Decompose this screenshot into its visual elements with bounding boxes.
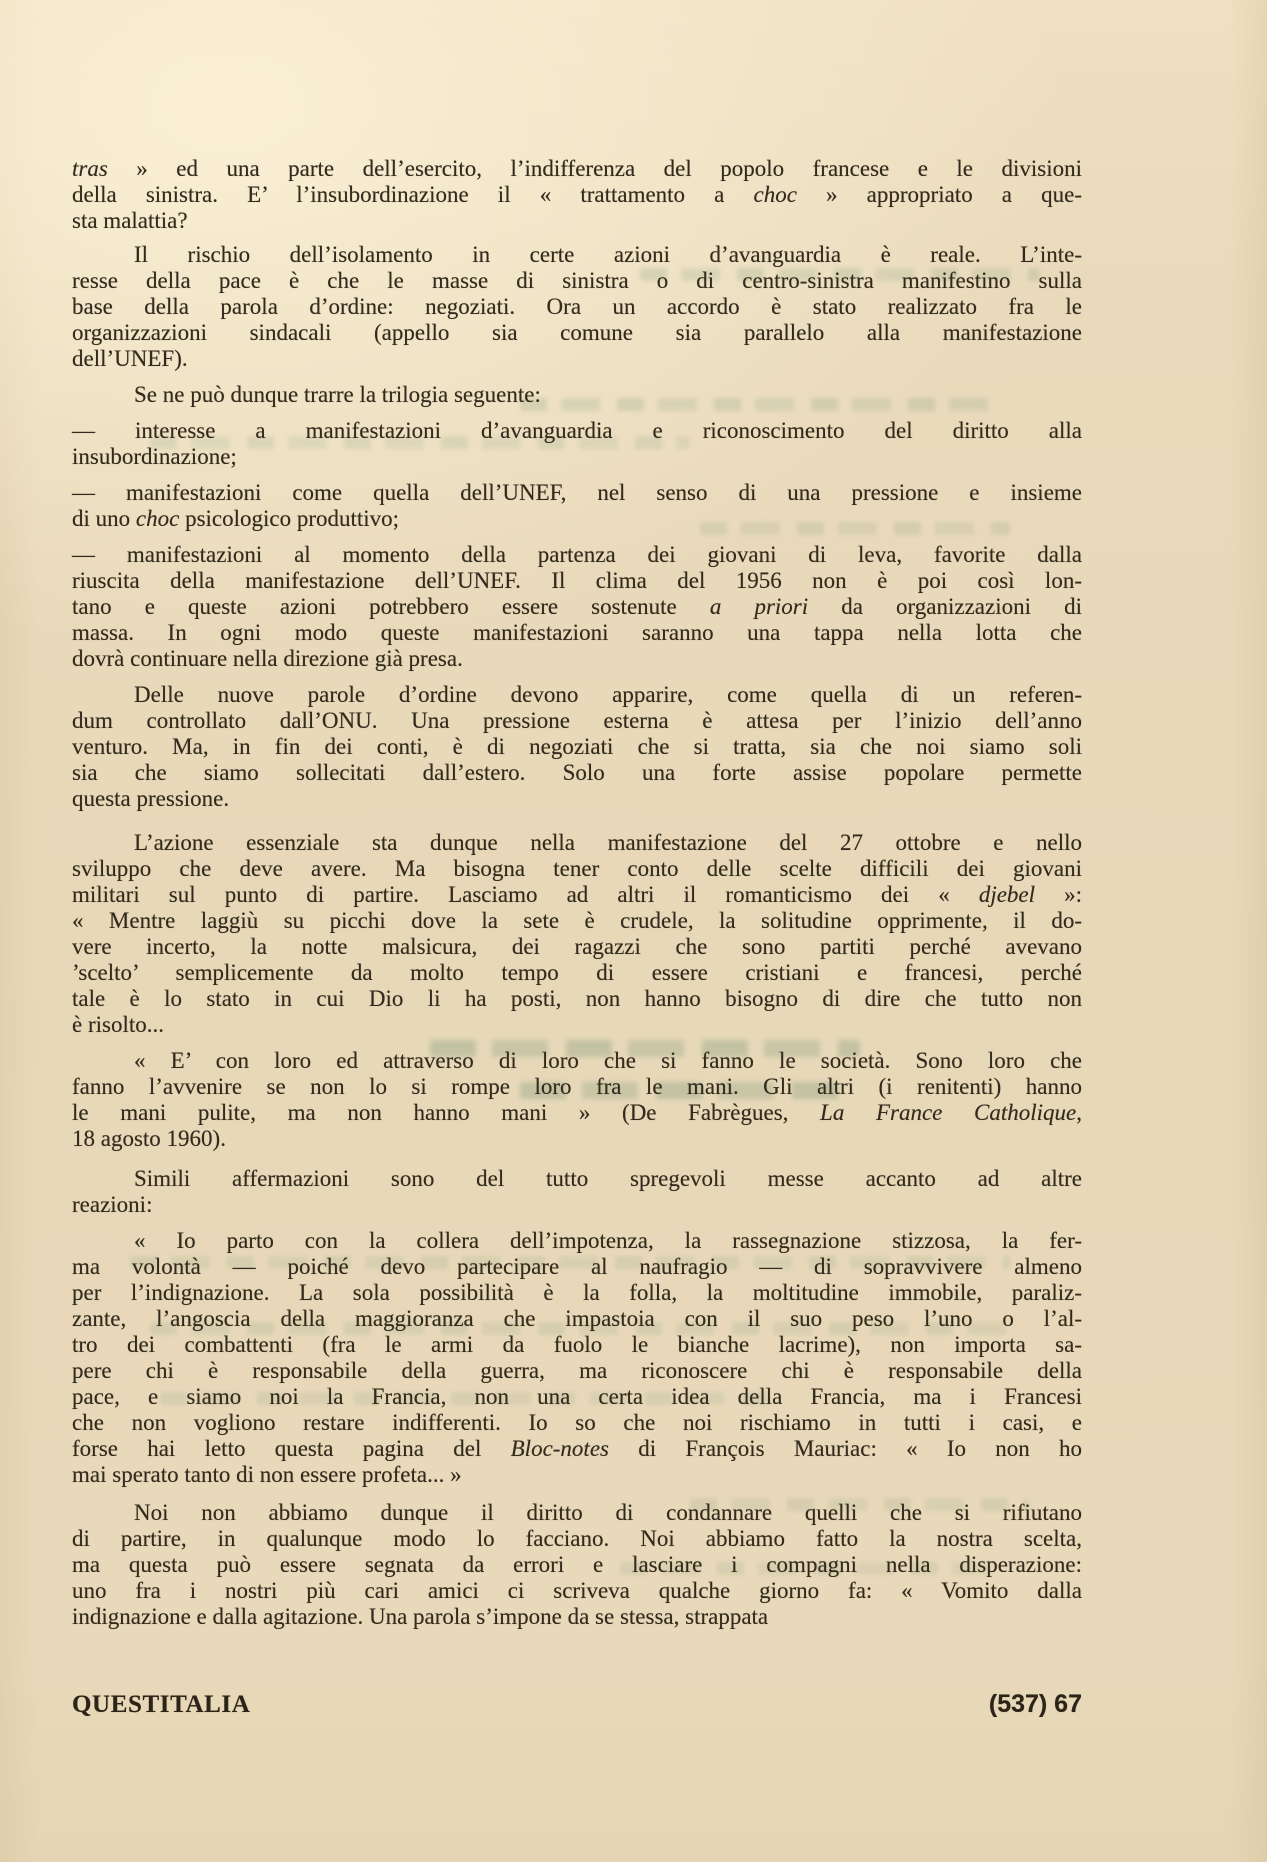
text-line: massa. In ogni modo queste manifestazioni saranno una tappa nella lotta che bbox=[72, 620, 1082, 645]
text-line: base della parola d’ordine: negoziati. Ora un accordo è stato realizzato fra le bbox=[72, 294, 1082, 319]
text-line: zante, l’angoscia della maggioranza che impastoia con il suo peso l’uno o l’al- bbox=[72, 1306, 1082, 1331]
text-line: della sinistra. E’ l’insubordinazione il « trattamento a choc » appropriato a que- bbox=[72, 182, 1082, 207]
text-line: militari sul punto di partire. Lasciamo ad altri il romanticismo dei « djebel »: bbox=[72, 882, 1083, 907]
text-line: di partire, in qualunque modo lo facciano. Noi abbiamo fatto la nostra scelta, bbox=[72, 1526, 1082, 1551]
text-line: questa pressione. bbox=[72, 786, 230, 811]
paragraph bbox=[72, 1048, 1082, 1152]
text-line: mai sperato tanto di non essere profeta... » bbox=[72, 1462, 462, 1487]
text-line: Se ne può dunque trarre la trilogia seguente: bbox=[134, 382, 541, 407]
page-number: (537) 67 bbox=[988, 1690, 1082, 1718]
text-line: ma questa può essere segnata da errori e lasciare i compagni nella disperazione: bbox=[72, 1552, 1082, 1577]
text-line: pere chi è responsabile della guerra, ma riconoscere chi è responsabile della bbox=[72, 1358, 1082, 1383]
text-line: resse della pace è che le masse di sinistra o di centro-sinistra manifestino sulla bbox=[72, 268, 1082, 293]
paragraph bbox=[72, 242, 1082, 372]
text-line: ’scelto’ semplicemente da molto tempo di essere cristiani e francesi, perché bbox=[72, 960, 1082, 985]
paragraph bbox=[72, 1500, 1082, 1630]
text-line: « E’ con loro ed attraverso di loro che si fanno le società. Sono loro che bbox=[134, 1048, 1082, 1073]
text-line: tro dei combattenti (fra le armi da fuolo le bianche lacrime), non importa sa- bbox=[72, 1332, 1082, 1357]
text-line: tras » ed una parte dell’esercito, l’indifferenza del popolo francese e le divisioni bbox=[72, 156, 1082, 181]
paragraph bbox=[72, 1228, 1082, 1488]
text-line: di uno choc psicologico produttivo; bbox=[72, 506, 400, 531]
text-line: — manifestazioni al momento della partenza dei giovani di leva, favorite dalla bbox=[72, 542, 1082, 567]
text-line: « Mentre laggiù su picchi dove la sete è crudele, la solitudine opprimente, il do- bbox=[72, 908, 1082, 933]
text-line: « Io parto con la collera dell’impotenza, la rassegnazione stizzosa, la fer- bbox=[134, 1228, 1082, 1253]
text-line: organizzazioni sindacali (appello sia comune sia parallelo alla manifestazione bbox=[72, 320, 1082, 345]
paragraph bbox=[72, 1166, 1082, 1218]
text-line: Delle nuove parole d’ordine devono apparire, come quella di un referen- bbox=[134, 682, 1082, 707]
text-line: è risolto... bbox=[72, 1012, 164, 1037]
text-line: pace, e siamo noi la Francia, non una certa idea della Francia, ma i Francesi bbox=[72, 1384, 1082, 1409]
text-line: tale è lo stato in cui Dio li ha posti, non hanno bisogno di dire che tutto non bbox=[72, 986, 1082, 1011]
text-line: ma volontà — poiché devo partecipare al naufragio — di sopravvivere almeno bbox=[72, 1254, 1082, 1279]
text-line: venturo. Ma, in fin dei conti, è di negoziati che si tratta, sia che noi siamo soli bbox=[72, 734, 1082, 759]
paragraph bbox=[72, 480, 1082, 532]
text-line: L’azione essenziale sta dunque nella manifestazione del 27 ottobre e nello bbox=[134, 830, 1082, 855]
text-line: sviluppo che deve avere. Ma bisogna tener conto delle scelte difficili dei giovani bbox=[72, 856, 1082, 881]
text-line: indignazione e dalla agitazione. Una parola s’impone da se stessa, strappata bbox=[72, 1604, 769, 1629]
text-line: — manifestazioni come quella dell’UNEF, nel senso di una pressione e insieme bbox=[72, 480, 1082, 505]
page-text bbox=[72, 156, 1082, 1630]
paragraph bbox=[72, 682, 1082, 812]
text-line: dum controllato dall’ONU. Una pressione esterna è attesa per l’inizio dell’anno bbox=[72, 708, 1082, 733]
text-line: Noi non abbiamo dunque il diritto di condannare quelli che si rifiutano bbox=[134, 1500, 1082, 1525]
text-line: uno fra i nostri più cari amici ci scriveva qualche giorno fa: « Vomito dalla bbox=[72, 1578, 1082, 1603]
paragraph bbox=[72, 418, 1082, 470]
text-line: fanno l’avvenire se non lo si rompe loro fra le mani. Gli altri (i renitenti) hanno bbox=[72, 1074, 1082, 1099]
text-line: Simili affermazioni sono del tutto spregevoli messe accanto ad altre bbox=[134, 1166, 1082, 1191]
text-line: Il rischio dell’isolamento in certe azioni d’avanguardia è reale. L’inte- bbox=[134, 242, 1082, 267]
text-line: 18 agosto 1960). bbox=[72, 1126, 226, 1151]
text-line: sia che siamo sollecitati dall’estero. Solo una forte assise popolare permette bbox=[72, 760, 1082, 785]
text-line: reazioni: bbox=[72, 1192, 153, 1217]
text-line: vere incerto, la notte malsicura, dei ragazzi che sono partiti perché avevano bbox=[72, 934, 1082, 959]
text-line: sta malattia? bbox=[72, 208, 188, 233]
text-line: le mani pulite, ma non hanno mani » (De Fabrègues, La France Catholique, bbox=[72, 1100, 1082, 1125]
text-line: riuscita della manifestazione dell’UNEF. Il clima del 1956 non è poi così lon- bbox=[72, 568, 1082, 593]
text-line: per l’indignazione. La sola possibilità è la folla, la moltitudine immobile, paraliz- bbox=[72, 1280, 1082, 1305]
text-line: forse hai letto questa pagina del Bloc-notes di François Mauriac: « Io non ho bbox=[72, 1436, 1082, 1461]
text-line: — interesse a manifestazioni d’avanguardia e riconoscimento del diritto alla bbox=[72, 418, 1082, 443]
page-footer bbox=[72, 1690, 1082, 1719]
text-line: insubordinazione; bbox=[72, 444, 237, 469]
text-line: dell’UNEF). bbox=[72, 346, 188, 371]
text-line: dovrà continuare nella direzione già presa. bbox=[72, 646, 463, 671]
text-line: tano e queste azioni potrebbero essere sostenute a priori da organizzazioni di bbox=[72, 594, 1082, 619]
journal-title: QUESTITALIA bbox=[72, 1691, 251, 1718]
text-line: che non vogliono restare indifferenti. Io so che noi rischiamo in tutti i casi, e bbox=[72, 1410, 1082, 1435]
paragraph bbox=[72, 382, 1082, 408]
paragraph bbox=[72, 830, 1082, 1038]
paragraph bbox=[72, 156, 1082, 234]
paragraph bbox=[72, 542, 1082, 672]
